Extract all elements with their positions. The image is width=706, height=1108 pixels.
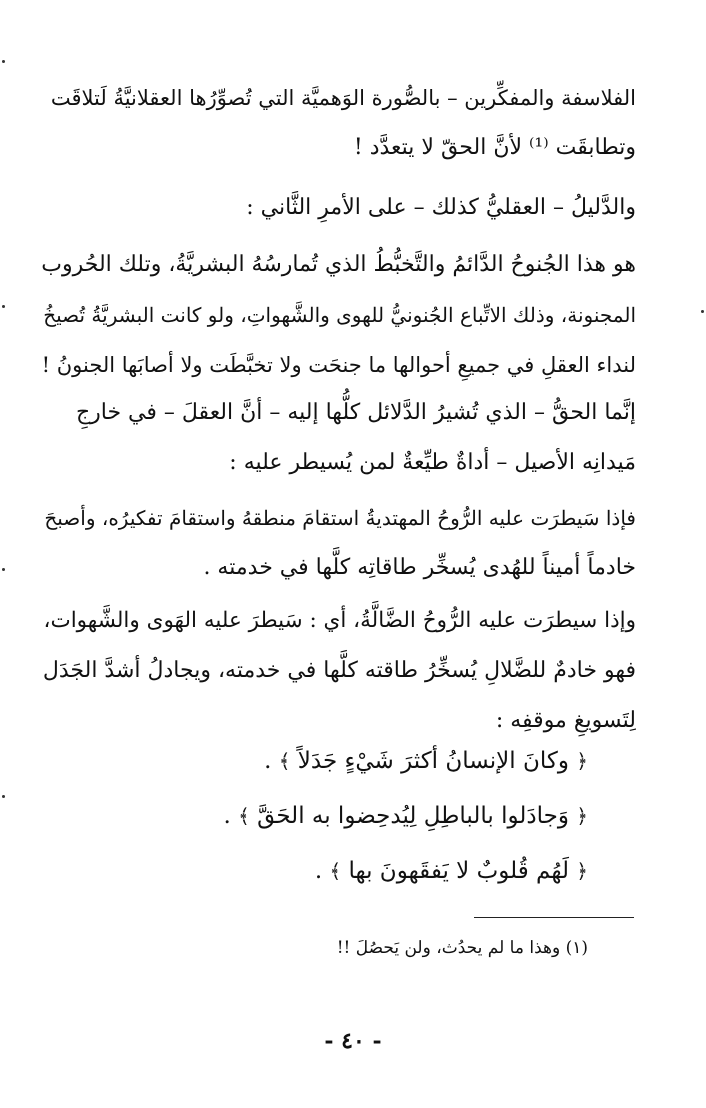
quran-verse [224, 803, 589, 829]
scan-edge-mark [2, 795, 5, 798]
verse-end-mark: . [314, 858, 323, 884]
footnote-text: وهذا ما لم يحدُث، ولن يَحصُلَ !! [336, 938, 561, 958]
paragraph-4 [40, 388, 636, 488]
verse-open-bracket: ﴿ [576, 804, 588, 828]
footnote-separator [474, 917, 634, 918]
paragraph-line: والدَّليلُ – العقليُّ كذلك – على الأمرِ الثَّاني : [246, 195, 636, 220]
scan-edge-mark [2, 60, 5, 63]
paragraph-5 [40, 493, 636, 593]
paragraph-line: الفلاسفة والمفكِّرين – بالصُّورة الوَهميَّة التي تُصوِّرُها العقلانيَّةُ لَتلاقَت [50, 86, 636, 110]
verse-end-mark: . [223, 803, 231, 829]
paragraph-line: وتطابقَت ⁽¹⁾ لأنَّ الحقّ لا يتعدَّد ! [353, 135, 636, 160]
verse-close-bracket: ﴾ [278, 749, 291, 773]
paragraph-line: لِتَسويغِ موقفِه : [495, 708, 636, 733]
scan-edge-mark [2, 305, 5, 308]
verse-text: وَجادَلوا بالباطِلِ لِيُدحِضوا به الحَقَّ [257, 803, 569, 829]
paragraph-1 [40, 73, 636, 173]
verse-close-bracket: ﴾ [238, 804, 250, 828]
paragraph-line: خادماً أميناً للهُدى يُسخِّر طاقاتِه كلَّها في خدمته . [203, 555, 636, 580]
verse-text: لَهُم قُلوبٌ لا يَفقَهونَ بها [348, 858, 569, 884]
verse-open-bracket: ﴿ [576, 749, 588, 773]
verse-text: وكانَ الإنسانُ أكثرَ شَيْءٍ جَدَلاً [297, 748, 569, 774]
footnote-marker: (١) [565, 938, 588, 958]
paragraph-line: المجنونة، وذلك الاتِّباع الجُنونيُّ للهوى والشَّهواتِ، ولو كانت البشريَّةُ تُصيخُ [43, 303, 636, 327]
paragraph-line: لنداء العقلِ في جميعِ أحوالها ما جنحَت ولا تخبَّطَت ولا أصابَها الجنونُ ! [41, 353, 636, 377]
verse-close-bracket: ﴾ [329, 859, 342, 883]
scan-edge-mark [2, 568, 5, 571]
paragraph-line: فهو خادمٌ للضَّلالِ يُسخِّرُ طاقته كلَّها في خدمته، ويجادلُ أشدَّ الجَدَل [42, 658, 636, 683]
paragraph-line: هو هذا الجُنوحُ الدَّائمُ والتَّخبُّطُ الذي تُمارسُهُ البشريَّةُ، وتلك الحُروب [41, 252, 636, 277]
paragraph-line: مَيدانِه الأصيل – أداةٌ طيِّعةٌ لمن يُسيطر عليه : [229, 450, 636, 475]
paragraph-line: فإذا سَيطرَت عليه الرُّوحُ المهتديةُ استقامَ منطقهُ واستقامَ تفكيرُه، وأصبحَ [44, 506, 636, 530]
scan-edge-mark [701, 310, 704, 313]
quran-verse [315, 858, 588, 884]
paragraph-6 [40, 596, 636, 746]
paragraph-line: وإذا سيطرَت عليه الرُّوحُ الضَّالَّةُ، أي : سَيطرَ عليه الهَوى والشَّهوات، [43, 608, 636, 633]
verse-open-bracket: ﴿ [576, 859, 588, 883]
page-number: - ٤٠ - [324, 1028, 382, 1054]
paragraph-line: إنَّما الحقُّ – الذي تُشيرُ الدَّلائل كلُّها إليه – أنَّ العقلَ – في خارجِ [75, 400, 636, 425]
quran-verse [264, 748, 588, 774]
paragraph-2 [40, 183, 636, 233]
footnote [337, 938, 588, 958]
paragraph-3 [40, 240, 636, 390]
verse-end-mark: . [264, 748, 272, 774]
